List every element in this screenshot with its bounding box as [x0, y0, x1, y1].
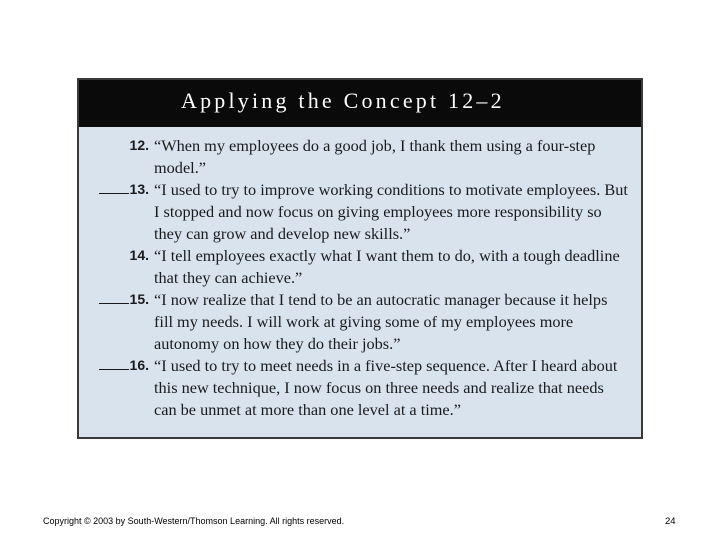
item-list	[79, 135, 641, 421]
item-text: “When my employees do a good job, I thank them using a four-step model.”	[154, 136, 596, 177]
answer-blank[interactable]	[99, 183, 129, 194]
item-text: “I used to try to meet needs in a five-step sequence. After I heard about this new technique, I now focus on three needs and realize that needs can be unmet at more than one level at a time.”	[154, 356, 618, 419]
item-number: 12.	[129, 137, 149, 153]
list-item	[79, 289, 641, 355]
panel-title: Applying the Concept 12–2	[181, 88, 505, 113]
list-item	[79, 135, 641, 179]
answer-blank[interactable]	[99, 359, 129, 370]
list-item	[79, 179, 641, 245]
item-text: “I tell employees exactly what I want them to do, with a tough deadline that they can achieve.”	[154, 246, 620, 287]
item-number: 13.	[91, 181, 149, 197]
list-item	[79, 355, 641, 421]
concept-panel	[77, 78, 643, 439]
panel-header	[79, 80, 641, 127]
item-number: 14.	[129, 247, 149, 263]
list-item	[79, 245, 641, 289]
page-number: 24	[665, 516, 676, 527]
copyright-notice: Copyright © 2003 by South-Western/Thomson Learning. All rights reserved.	[43, 516, 345, 526]
item-number: 15.	[91, 291, 149, 307]
item-number: 16.	[91, 357, 149, 373]
answer-blank[interactable]	[99, 293, 129, 304]
item-text: “I now realize that I tend to be an autocratic manager because it helps fill my needs. I will work at giving some of my employees more autonomy on how they do their jobs.”	[154, 290, 608, 353]
item-text: “I used to try to improve working conditions to motivate employees. But I stopped and now focus on giving employees more responsibility so they can grow and develop new skills.”	[154, 180, 628, 243]
